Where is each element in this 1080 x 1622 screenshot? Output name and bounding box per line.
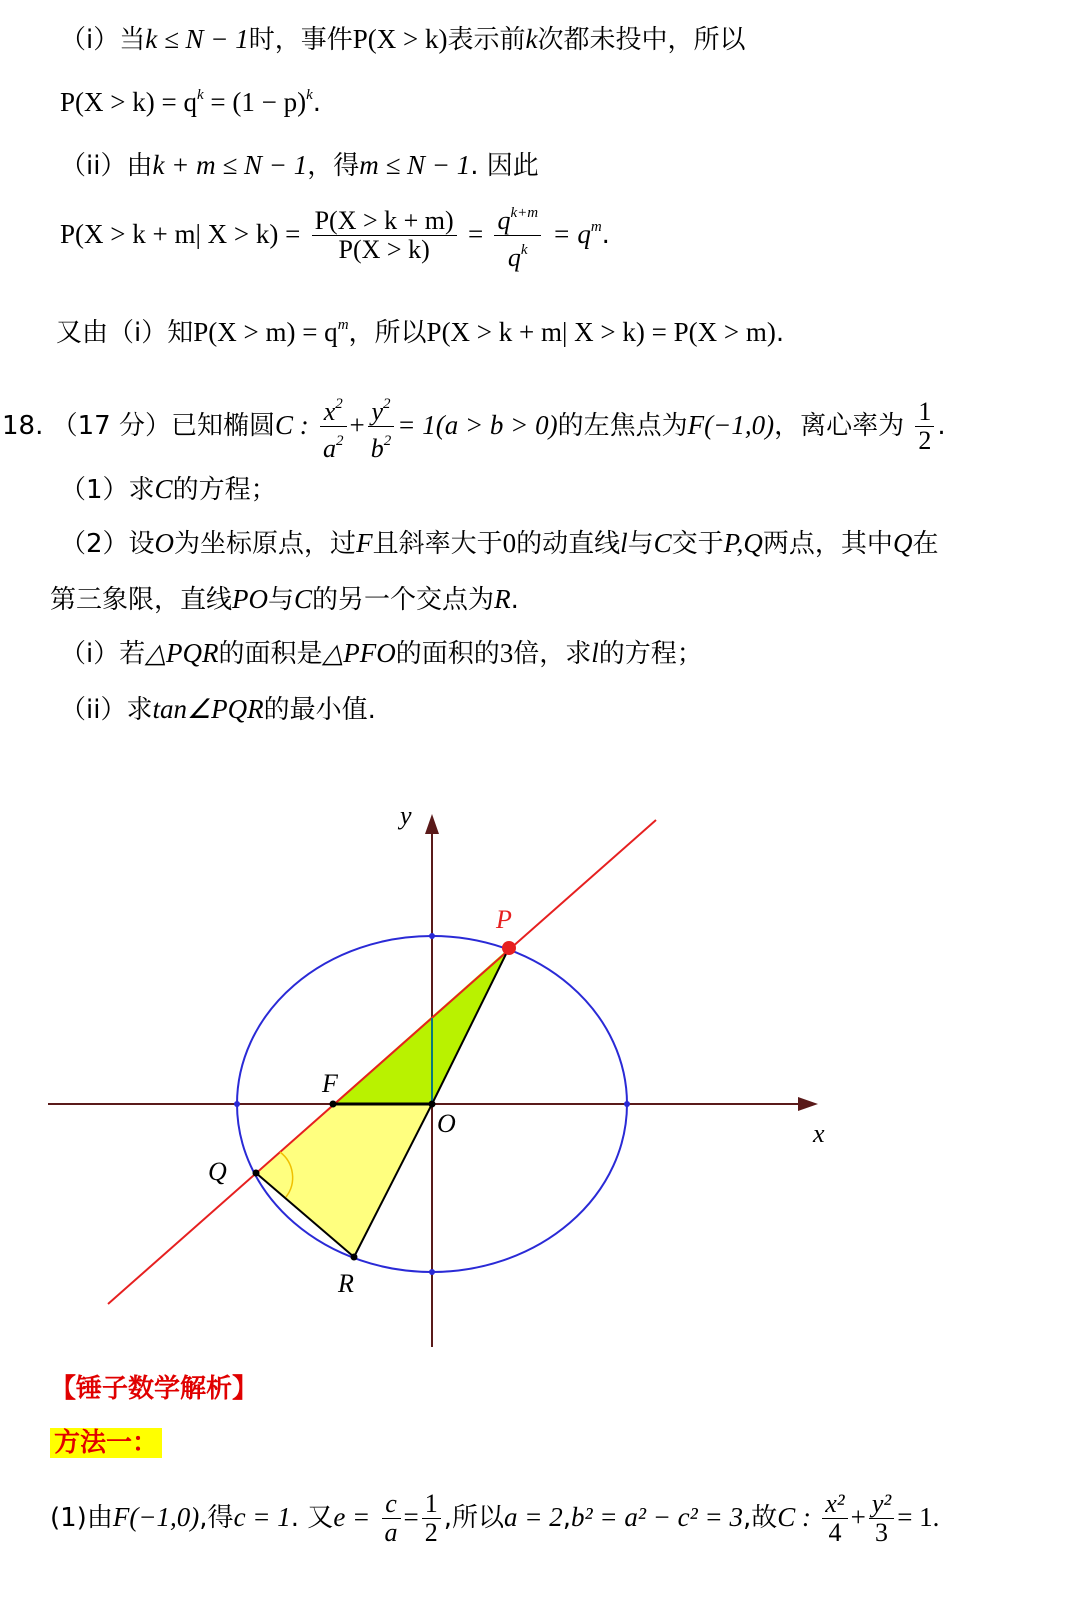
math-formula: = (1 − p) — [203, 87, 307, 117]
point-p — [502, 941, 516, 955]
math-C: C : — [274, 410, 309, 440]
method-label: 方法一： — [50, 1428, 162, 1458]
label-f: F — [322, 1069, 338, 1098]
math-eq: = 1(a > b > 0) — [397, 410, 558, 440]
y-axis-arrow — [425, 814, 439, 834]
math-exponent: k+m — [510, 205, 539, 221]
math-condition: k + m ≤ N − 1 — [152, 150, 308, 180]
fraction-x2-a2: $\frac{x^2}{a^2}$ — [320, 390, 347, 463]
label-p: P — [496, 905, 512, 934]
label-q: Q — [208, 1157, 227, 1186]
text: ，得 — [307, 151, 360, 181]
math-exponent: k — [306, 87, 313, 103]
math-exponent: m — [590, 219, 602, 235]
text: . 因此 — [470, 151, 539, 181]
question-1: （1）求C的方程； — [60, 474, 277, 505]
math-F: F(−1,0) — [687, 410, 775, 440]
point-r — [351, 1254, 358, 1261]
part-ii-formula: P(X > k + m| X > k) = $\frac{P(X > k + m)}{P(X > k)}$ = $\frac{q^{k+m}}{q^k}$ = $q^m$. — [60, 192, 610, 272]
math-event: P(X > k) — [352, 24, 448, 54]
math-k: k — [525, 24, 538, 54]
text: . — [312, 88, 321, 118]
triangle-pfo — [333, 948, 509, 1104]
ellipse-figure — [40, 792, 840, 1362]
text: 的方程； — [172, 475, 277, 505]
fraction-y2-b2: $\frac{y^2}{b^2}$ — [368, 390, 395, 463]
method-line — [50, 1426, 162, 1460]
fraction-numerator: P(X > k + m) — [312, 207, 457, 236]
math-formula: P(X > k) = q — [60, 87, 197, 117]
conclusion-line — [56, 308, 784, 350]
label-r: R — [338, 1269, 354, 1298]
fraction-y2-3: $\frac{\text{y²}}{3}$ — [869, 1490, 894, 1547]
fraction-half: $\frac{1}{2}$ — [915, 398, 934, 455]
label-x: x — [813, 1119, 825, 1148]
math-lhs: P(X > k + m| X > k) = — [60, 219, 301, 249]
label-y: y — [400, 801, 412, 830]
fraction — [312, 207, 457, 264]
math-condition: k ≤ N − 1 — [145, 24, 249, 54]
solution-step-1: (1)由F(−1,0),得c = 1. 又e = $\frac{c}{a}$ = $\frac{1}{2}$ ,所以a = 2,b² = a² − c² = 3,故C : $\frac{\text{x²}}{4}$ + $\frac{\text{y²}}{3}$ = 1. — [50, 1489, 940, 1547]
line-l — [108, 820, 656, 1304]
fraction-numerator: q — [497, 206, 511, 235]
part-ii-line — [60, 148, 539, 183]
math-condition: m ≤ N − 1 — [359, 150, 471, 180]
text: ，所以 — [348, 318, 427, 348]
label-o: O — [437, 1109, 456, 1138]
fraction-c-a: $\frac{c}{a}$ — [382, 1490, 401, 1547]
text: . — [775, 318, 785, 348]
fraction — [494, 199, 541, 272]
question-2-ii: （ii）求tan∠PQR的最小值. — [60, 694, 376, 725]
triangle-qor — [256, 1104, 432, 1257]
question-2-line-2: 第三象限，直线PO与C的另一个交点为R. — [50, 584, 519, 615]
math-exponent: m — [337, 317, 349, 333]
solution-header: 【锤子数学解析】 — [50, 1374, 259, 1404]
text: （17 分）已知椭圆 — [51, 411, 275, 441]
math-formula: P(X > m) = q — [193, 317, 338, 347]
fraction-denominator: P(X > k) — [338, 235, 430, 264]
math-rhs: = q — [552, 219, 591, 249]
problem-number: 18. — [2, 411, 44, 441]
text: 又由（i）知 — [56, 318, 194, 348]
text: 次都未投中，所以 — [537, 25, 746, 55]
math-formula: P(X > k + m| X > k) = P(X > m) — [426, 317, 776, 347]
text: 的左焦点为 — [557, 411, 688, 441]
point-o — [429, 1101, 436, 1108]
text: （1）求 — [60, 475, 155, 505]
text: 表示前 — [447, 25, 526, 55]
math-exponent: k — [196, 87, 204, 103]
x-axis-arrow — [798, 1097, 818, 1111]
math-exponent: k — [520, 242, 528, 258]
fraction-half: $\frac{1}{2}$ — [422, 1490, 441, 1547]
text: ，离心率为 — [774, 411, 905, 441]
text: . — [601, 220, 610, 250]
point-q — [253, 1170, 260, 1177]
point-f — [330, 1101, 337, 1108]
fraction-x2-4: $\frac{\text{x²}}{4}$ — [822, 1490, 847, 1547]
text: 时，事件 — [248, 25, 353, 55]
part-i-formula — [60, 78, 321, 120]
question-2-i: （i）若△PQR的面积是△PFO的面积的3倍，求l的方程； — [60, 638, 703, 669]
text: （i）当 — [60, 25, 146, 55]
question-2-line-1: （2）设O为坐标原点，过F且斜率大于0的动直线l与C交于P,Q两点，其中Q在 — [60, 528, 939, 559]
text: . — [937, 411, 946, 441]
fraction-denominator: q — [507, 243, 521, 272]
part-i-line — [60, 22, 746, 57]
text: （ii）由 — [60, 151, 153, 181]
problem-18-statement: 18. （17 分）已知椭圆C : $\frac{x^2}{a^2}$ + $\frac{y^2}{b^2}$ = 1(a > b > 0)的左焦点为F(−1,0)，离心率为 $\frac{1}{2}$ . — [2, 390, 946, 463]
